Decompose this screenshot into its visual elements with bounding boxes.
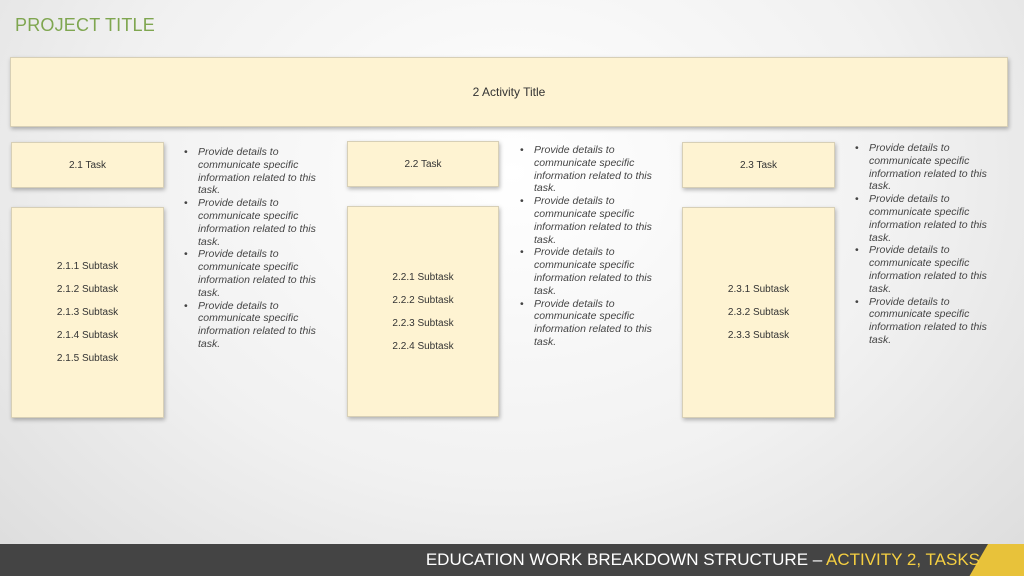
task-label: 2.1 Task xyxy=(68,159,107,171)
subtask-label: 2.1.5 Subtask xyxy=(56,353,119,364)
task-box-2-1 xyxy=(11,142,164,188)
subtask-box-2-3 xyxy=(682,207,835,418)
task-details-list-2-2 xyxy=(518,144,668,349)
task-detail-item: • Provide details to communicate specific information related to this task. xyxy=(182,300,332,351)
task-detail-item: • Provide details to communicate specific information related to this task. xyxy=(518,144,668,195)
subtask-box-2-2 xyxy=(347,206,499,417)
task-detail-item: • Provide details to communicate specific information related to this task. xyxy=(518,298,668,349)
task-detail-item: • Provide details to communicate specific information related to this task. xyxy=(853,193,1003,244)
task-detail-item: • Provide details to communicate specific information related to this task. xyxy=(853,244,1003,295)
subtask-label: 2.1.1 Subtask xyxy=(56,261,119,272)
task-detail-item: • Provide details to communicate specific information related to this task. xyxy=(518,195,668,246)
task-details-list-2-3 xyxy=(853,142,1003,347)
footer-bar xyxy=(0,544,1024,576)
task-detail-item: • Provide details to communicate specific information related to this task. xyxy=(182,197,332,248)
subtask-label: 2.1.3 Subtask xyxy=(56,307,119,318)
task-box-2-2 xyxy=(347,141,499,187)
footer-title-accent: ACTIVITY 2, TASKS xyxy=(826,550,980,569)
subtask-label: 2.2.4 Subtask xyxy=(392,340,454,352)
subtask-label: 2.2.2 Subtask xyxy=(392,294,454,306)
task-details-list-2-1 xyxy=(182,146,332,351)
subtask-label: 2.2.3 Subtask xyxy=(392,317,454,329)
subtask-box-2-1 xyxy=(11,207,164,418)
activity-box xyxy=(10,57,1008,127)
footer-title-text: EDUCATION WORK BREAKDOWN STRUCTURE – xyxy=(425,550,826,569)
subtask-label: 2.2.1 Subtask xyxy=(392,271,454,283)
subtask-label: 2.3.2 Subtask xyxy=(727,307,790,318)
task-detail-item: • Provide details to communicate specific information related to this task. xyxy=(853,296,1003,347)
project-title: PROJECT TITLE xyxy=(15,15,155,35)
activity-title: 2 Activity Title xyxy=(472,85,546,99)
task-box-2-3 xyxy=(682,142,835,188)
subtask-label: 2.1.2 Subtask xyxy=(56,284,119,295)
task-label: 2.2 Task xyxy=(404,158,442,170)
task-detail-item: • Provide details to communicate specific information related to this task. xyxy=(182,146,332,197)
subtask-label: 2.3.1 Subtask xyxy=(727,284,790,295)
task-detail-item: • Provide details to communicate specific information related to this task. xyxy=(853,142,1003,193)
task-detail-item: • Provide details to communicate specific information related to this task. xyxy=(182,248,332,299)
task-detail-item: • Provide details to communicate specific information related to this task. xyxy=(518,246,668,297)
task-label: 2.3 Task xyxy=(739,159,778,171)
subtask-label: 2.1.4 Subtask xyxy=(56,330,119,341)
subtask-label: 2.3.3 Subtask xyxy=(727,330,790,341)
footer-title xyxy=(426,544,980,576)
